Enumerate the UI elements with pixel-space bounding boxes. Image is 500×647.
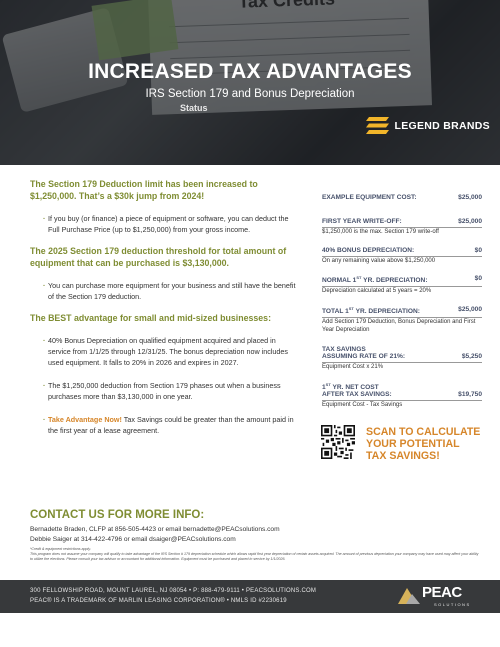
footer-trademark: PEAC® IS A TRADEMARK OF MARLIN LEASING CORPORATION® • NMLS ID #2230619 xyxy=(30,598,287,604)
savings-value: $5,250 xyxy=(461,352,482,360)
bullet-phase-out: · The $1,250,000 deduction from Section 179 phases out when a business purchases more than $3,130,000 in one year. xyxy=(30,380,300,402)
normal-value: $0 xyxy=(474,275,482,282)
photo-status-label: Status xyxy=(180,103,208,113)
net-note: Equipment Cost - Tax Savings xyxy=(322,401,403,408)
total-value: $25,000 xyxy=(458,305,482,313)
page-title: INCREASED TAX ADVANTAGES xyxy=(88,60,412,83)
savings-note: Equipment Cost x 21% xyxy=(322,363,384,370)
savings-label-1: TAX SAVINGS xyxy=(322,345,366,353)
savings-label-2: ASSUMING RATE OF 21%: xyxy=(322,352,406,360)
contact-details xyxy=(30,525,280,544)
bullet-more-equipment: · You can purchase more equipment for your business and still have the benefit of the Section 179 deduction. xyxy=(30,280,300,302)
row-first-year xyxy=(322,218,482,237)
net-value: $19,750 xyxy=(458,390,482,398)
bullet-bonus-depreciation: · 40% Bonus Depreciation on qualified equipment acquired and placed in service from 1/1/25 through 12/31/25. The bonus depreciation now includes used equipment. It falls to 20% in 2026 and expires in 2027. xyxy=(30,335,300,368)
headline-deduction-limit: The Section 179 Deduction limit has been increased to $1,250,000. That’s a $30k jump from 2024! xyxy=(30,179,258,201)
peac-mountain-icon xyxy=(398,586,422,604)
page-subtitle: IRS Section 179 and Bonus Depreciation xyxy=(145,88,355,100)
bonus-note: On any remaining value above $1,250,000 xyxy=(322,257,436,264)
normal-label: NORMAL 1ST YR. DEPRECIATION: xyxy=(322,275,428,285)
first-year-value: $25,000 xyxy=(458,218,482,225)
peac-sub: SOLUTIONS xyxy=(434,602,471,607)
benefits-column xyxy=(30,178,300,436)
total-label: TOTAL 1ST YR. DEPRECIATION: xyxy=(322,305,420,315)
row-total-depreciation xyxy=(322,306,482,335)
bonus-label: 40% BONUS DEPRECIATION: xyxy=(322,246,415,254)
row-bonus-depreciation xyxy=(322,247,482,266)
legend-stripes-icon xyxy=(365,117,389,134)
first-year-label: FIRST YEAR WRITE-OFF: xyxy=(322,218,402,225)
bullet-take-advantage xyxy=(30,414,300,436)
legend-brands-logo xyxy=(365,117,491,134)
take-advantage-text: Tax Savings could be greater than the amount paid in the first year of a lease agreement. xyxy=(48,415,294,435)
bonus-value: $0 xyxy=(474,246,482,254)
equipment-cost-label: EXAMPLE EQUIPMENT COST: xyxy=(322,194,417,201)
hero-banner xyxy=(0,0,500,165)
disclaimer-program: This program does not assume your company will qualify to take advantage of the IRS Section # 179 depreciation schedule which allows rapid first year depreciation of certain assets acquired. The amount of previous depreciation your company may have used may affect your ability to utilize the elections. Please consult your tax advisor or accountant for additional information. Equipment must be purchased and placed in service by 1/1/2026. xyxy=(30,552,479,561)
equipment-cost-value: $25,000 xyxy=(458,194,482,201)
row-normal-depreciation xyxy=(322,275,482,296)
contact-debbie: Debbie Saiger at 314-422-4796 or email dsaiger@PEACsolutions.com xyxy=(30,535,236,543)
scan-line-3: TAX SAVINGS! xyxy=(366,450,440,462)
net-label-1: 1ST YR. NET COST xyxy=(322,381,379,391)
footer-address: 300 FELLOWSHIP ROAD, MOUNT LAUREL, NJ 08054 • P: 888-479-9111 • PEACSOLUTIONS.COM xyxy=(30,588,317,594)
headline-threshold: The 2025 Section 179 deduction threshold for total amount of equipment that can be purchased is $3,130,000. xyxy=(30,246,287,268)
peac-word: PEAC xyxy=(422,584,462,601)
net-label-2: AFTER TAX SAVINGS: xyxy=(322,390,392,398)
row-tax-savings xyxy=(322,346,482,372)
row-net-cost xyxy=(322,381,482,409)
normal-note: Depreciation calculated at 5 years = 20% xyxy=(322,288,432,295)
bullet-full-purchase: · If you buy (or finance) a piece of equipment or software, you can deduct the Full Purchase Price (up to $1,250,000) from your gross income. xyxy=(30,213,300,235)
brand-name: LEGEND BRANDS xyxy=(394,119,490,132)
disclaimer xyxy=(30,547,480,562)
peac-solutions-logo xyxy=(398,584,488,608)
contact-bernadette: Bernadette Braden, CLFP at 856-505-4423 or email bernadette@PEACsolutions.com xyxy=(30,526,280,533)
row-equipment-cost xyxy=(322,194,482,201)
qr-code-icon[interactable] xyxy=(321,425,355,459)
headline-best-advantage: The BEST advantage for small and mid-sized businesses: xyxy=(30,313,271,323)
disclaimer-credit: *Credit & equipment restrictions apply. xyxy=(30,547,91,551)
total-note: Add Section 179 Deduction, Bonus Depreciation and First Year Depreciation xyxy=(322,318,476,334)
take-advantage-highlight: Take Advantage Now! xyxy=(48,415,122,424)
scan-line-1: SCAN TO CALCULATE xyxy=(366,426,481,438)
contact-heading: CONTACT US FOR MORE INFO: xyxy=(30,509,205,521)
scan-line-2: YOUR POTENTIAL xyxy=(366,438,460,450)
savings-example-table xyxy=(322,194,482,409)
scan-cta xyxy=(366,426,486,462)
first-year-note: $1,250,000 is the max. Section 179 write-off xyxy=(322,229,439,235)
